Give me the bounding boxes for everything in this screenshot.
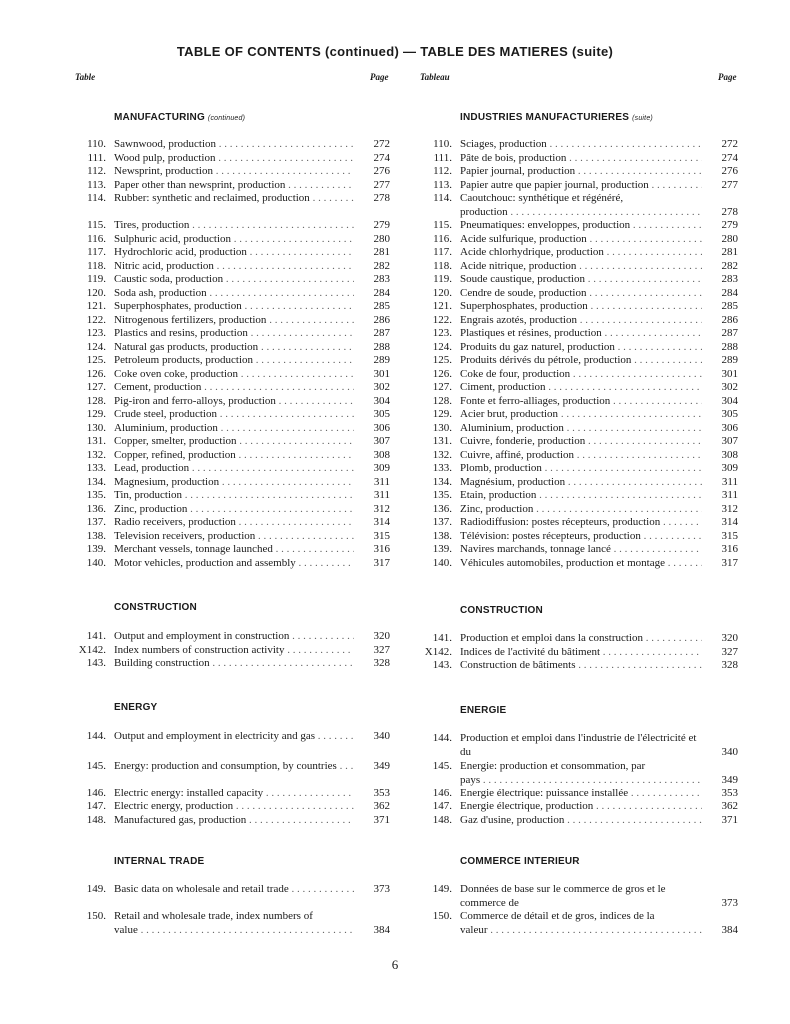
table-title: Cendre de soude, production . . . bbox=[460, 287, 702, 301]
page-reference: 283 bbox=[373, 273, 390, 285]
table-number: 126. bbox=[432, 368, 452, 380]
table-number: 112. bbox=[433, 165, 452, 177]
page-reference: 307 bbox=[373, 435, 390, 447]
table-number: 136. bbox=[86, 503, 106, 515]
table-title: Soda ash, production . . . bbox=[114, 287, 354, 301]
page-reference: 371 bbox=[373, 814, 390, 826]
table-number: 124. bbox=[432, 341, 452, 353]
table-number: 115. bbox=[433, 219, 452, 231]
table-title: Magnésium, production . . . bbox=[460, 476, 702, 490]
page-reference: 282 bbox=[721, 260, 738, 272]
table-title: Radiodiffusion: postes récepteurs, production . . . bbox=[460, 516, 702, 530]
table-title: Coke de four, production . . . bbox=[460, 368, 702, 382]
table-title: Output and employment in construction . . . bbox=[114, 630, 354, 644]
table-number: 128. bbox=[86, 395, 106, 407]
page-reference: 277 bbox=[373, 179, 390, 191]
section-heading bbox=[114, 602, 197, 613]
table-number: 120. bbox=[86, 287, 106, 299]
table-title: Tin, production . . . bbox=[114, 489, 354, 503]
table-number: 113. bbox=[433, 179, 452, 191]
table-title: Nitric acid, production . . . bbox=[114, 260, 354, 274]
table-number: 122. bbox=[432, 314, 452, 326]
section-heading-suffix: (suite) bbox=[632, 115, 653, 122]
table-number: 128. bbox=[432, 395, 452, 407]
table-number: 136. bbox=[432, 503, 452, 515]
table-title: Navires marchands, tonnage lancé . . . bbox=[460, 543, 702, 557]
table-number: 127. bbox=[432, 381, 452, 393]
table-number: 143. bbox=[86, 657, 106, 669]
table-title: Rubber: synthetic and reclaimed, production . . . bbox=[114, 192, 354, 206]
table-number: 119. bbox=[433, 273, 452, 285]
table-number: 129. bbox=[86, 408, 106, 420]
table-title: Engrais azotés, production . . . bbox=[460, 314, 702, 328]
table-title: Aluminium, production . . . bbox=[114, 422, 354, 436]
table-title: Données de base sur le commerce de gros et le commerce de . . . bbox=[460, 883, 702, 910]
table-title: Superphosphates, production . . . bbox=[114, 300, 354, 314]
page-reference: 288 bbox=[721, 341, 738, 353]
page-reference: 340 bbox=[721, 745, 738, 758]
page-reference: 279 bbox=[721, 219, 738, 231]
page-reference: 384 bbox=[373, 923, 390, 936]
section-heading-text: ENERGIE bbox=[460, 705, 507, 716]
table-number: 111. bbox=[87, 152, 106, 164]
table-number: 149. bbox=[432, 883, 452, 895]
table-number: 137. bbox=[86, 516, 106, 528]
table-number: 116. bbox=[87, 233, 106, 245]
table-title: Energie électrique, production . . . bbox=[460, 800, 702, 814]
table-title: Copper, smelter, production . . . bbox=[114, 435, 354, 449]
table-number: 146. bbox=[432, 787, 452, 799]
table-title: Plastics and resins, production . . . bbox=[114, 327, 354, 341]
page-reference: 278 bbox=[721, 205, 738, 218]
table-title: Index numbers of construction activity . . . bbox=[114, 644, 354, 658]
page-reference: 274 bbox=[721, 152, 738, 164]
page-reference: 353 bbox=[373, 787, 390, 799]
table-title: Sawnwood, production . . . bbox=[114, 138, 354, 152]
table-title: Sulphuric acid, production . . . bbox=[114, 233, 354, 247]
table-title: Acide sulfurique, production . . . bbox=[460, 233, 702, 247]
table-number: X142. bbox=[78, 644, 106, 656]
table-number: 150. bbox=[432, 910, 452, 922]
table-title: Copper, refined, production . . . bbox=[114, 449, 354, 463]
table-title: Basic data on wholesale and retail trade . . . bbox=[114, 883, 354, 897]
table-title: Fonte et ferro-alliages, production . . . bbox=[460, 395, 702, 409]
table-number: 125. bbox=[86, 354, 106, 366]
table-number: 149. bbox=[86, 883, 106, 895]
column-header-page-right: Page bbox=[718, 72, 737, 82]
table-title: Plastiques et résines, production . . . bbox=[460, 327, 702, 341]
table-title: Superphosphates, production . . . bbox=[460, 300, 702, 314]
table-number: 129. bbox=[432, 408, 452, 420]
table-title: Pneumatiques: enveloppes, production . . . bbox=[460, 219, 702, 233]
table-number: 147. bbox=[432, 800, 452, 812]
table-title: Cement, production . . . bbox=[114, 381, 354, 395]
page-reference: 308 bbox=[373, 449, 390, 461]
page-reference: 284 bbox=[721, 287, 738, 299]
table-title: Aluminium, production . . . bbox=[460, 422, 702, 436]
table-title: Ciment, production . . . bbox=[460, 381, 702, 395]
section-heading bbox=[460, 856, 580, 867]
table-title: Television receivers, production . . . bbox=[114, 530, 354, 544]
table-number: 144. bbox=[432, 732, 452, 744]
table-title: Production et emploi dans l'industrie de l'électricité et du . . . bbox=[460, 732, 702, 759]
column-header-table: Table bbox=[75, 72, 96, 82]
table-title: Radio receivers, production . . . bbox=[114, 516, 354, 530]
page-reference: 282 bbox=[373, 260, 390, 272]
table-title: Acide chlorhydrique, production . . . bbox=[460, 246, 702, 260]
page-reference: 289 bbox=[373, 354, 390, 366]
table-number: 126. bbox=[86, 368, 106, 380]
table-title: Gaz d'usine, production . . . bbox=[460, 814, 702, 828]
table-title: Electric energy: installed capacity . . . bbox=[114, 787, 354, 801]
table-title: Construction de bâtiments . . . bbox=[460, 659, 702, 673]
table-title: Natural gas products, production . . . bbox=[114, 341, 354, 355]
table-number: 131. bbox=[432, 435, 452, 447]
table-title: Newsprint, production . . . bbox=[114, 165, 354, 179]
table-number: 148. bbox=[86, 814, 106, 826]
table-number: 118. bbox=[87, 260, 106, 272]
section-heading-text: INDUSTRIES MANUFACTURIERES bbox=[460, 112, 630, 123]
page-reference: 371 bbox=[721, 814, 738, 826]
table-title: Tires, production . . . bbox=[114, 219, 354, 233]
table-number: X142. bbox=[424, 646, 452, 658]
table-title: Zinc, production . . . bbox=[114, 503, 354, 517]
page-reference: 272 bbox=[373, 138, 390, 150]
table-title: Manufactured gas, production . . . bbox=[114, 814, 354, 828]
page-reference: 304 bbox=[721, 395, 738, 407]
page-reference: 349 bbox=[373, 760, 390, 772]
page-reference: 340 bbox=[373, 730, 390, 742]
table-title: Papier autre que papier journal, production . . . bbox=[460, 179, 702, 193]
page-reference: 316 bbox=[721, 543, 738, 555]
page-reference: 308 bbox=[721, 449, 738, 461]
page-reference: 311 bbox=[721, 489, 738, 501]
table-number: 125. bbox=[432, 354, 452, 366]
table-title: Wood pulp, production . . . bbox=[114, 152, 354, 166]
table-number: 130. bbox=[432, 422, 452, 434]
table-number: 116. bbox=[433, 233, 452, 245]
table-number: 110. bbox=[433, 138, 452, 150]
table-number: 110. bbox=[87, 138, 106, 150]
section-heading-text: CONSTRUCTION bbox=[460, 605, 543, 616]
table-title: Crude steel, production . . . bbox=[114, 408, 354, 422]
table-title: Papier journal, production . . . bbox=[460, 165, 702, 179]
page-reference: 311 bbox=[373, 489, 390, 501]
table-number: 147. bbox=[86, 800, 106, 812]
page-reference: 272 bbox=[721, 138, 738, 150]
table-number: 135. bbox=[86, 489, 106, 501]
page-reference: 328 bbox=[373, 657, 390, 669]
section-heading bbox=[114, 112, 245, 123]
table-title: Etain, production . . . bbox=[460, 489, 702, 503]
section-heading-text: CONSTRUCTION bbox=[114, 602, 197, 613]
table-number: 131. bbox=[86, 435, 106, 447]
page-reference: 311 bbox=[721, 476, 738, 488]
column-header-page-left: Page bbox=[370, 72, 389, 82]
table-title: Acide nitrique, production . . . bbox=[460, 260, 702, 274]
table-title: Sciages, production . . . bbox=[460, 138, 702, 152]
table-number: 111. bbox=[433, 152, 452, 164]
section-heading bbox=[460, 605, 543, 616]
page-reference: 286 bbox=[373, 314, 390, 326]
page-reference: 301 bbox=[721, 368, 738, 380]
page-reference: 328 bbox=[721, 659, 738, 671]
table-number: 114. bbox=[87, 192, 106, 204]
page-reference: 285 bbox=[721, 300, 738, 312]
table-number: 112. bbox=[87, 165, 106, 177]
page-reference: 276 bbox=[373, 165, 390, 177]
page-reference: 302 bbox=[373, 381, 390, 393]
table-number: 133. bbox=[86, 462, 106, 474]
table-title: Acier brut, production . . . bbox=[460, 408, 702, 422]
table-number: 138. bbox=[432, 530, 452, 542]
table-title: Produits du gaz naturel, production . . . bbox=[460, 341, 702, 355]
table-title: Coke oven coke, production . . . bbox=[114, 368, 354, 382]
section-heading-text: COMMERCE INTERIEUR bbox=[460, 856, 580, 867]
table-number: 134. bbox=[86, 476, 106, 488]
page-reference: 277 bbox=[721, 179, 738, 191]
page-reference: 288 bbox=[373, 341, 390, 353]
page-reference: 315 bbox=[373, 530, 390, 542]
page-reference: 305 bbox=[721, 408, 738, 420]
table-number: 141. bbox=[432, 632, 452, 644]
page-reference: 327 bbox=[373, 644, 390, 656]
page-reference: 349 bbox=[721, 773, 738, 786]
section-heading-text: INTERNAL TRADE bbox=[114, 856, 205, 867]
table-number: 143. bbox=[432, 659, 452, 671]
table-title: Merchant vessels, tonnage launched . . . bbox=[114, 543, 354, 557]
table-title: Hydrochloric acid, production . . . bbox=[114, 246, 354, 260]
table-number: 145. bbox=[432, 760, 452, 772]
table-title: Output and employment in electricity and gas . . . bbox=[114, 730, 354, 744]
table-number: 127. bbox=[86, 381, 106, 393]
page-reference: 278 bbox=[373, 192, 390, 204]
page-reference: 287 bbox=[373, 327, 390, 339]
page-reference: 306 bbox=[373, 422, 390, 434]
page-reference: 314 bbox=[373, 516, 390, 528]
table-title: Magnesium, production . . . bbox=[114, 476, 354, 490]
page-reference: 320 bbox=[721, 632, 738, 644]
page-reference: 304 bbox=[373, 395, 390, 407]
page-reference: 316 bbox=[373, 543, 390, 555]
table-number: 121. bbox=[86, 300, 106, 312]
section-heading bbox=[114, 702, 157, 713]
table-title: Cuivre, affiné, production . . . bbox=[460, 449, 702, 463]
page-reference: 281 bbox=[373, 246, 390, 258]
table-number: 120. bbox=[432, 287, 452, 299]
page-reference: 280 bbox=[373, 233, 390, 245]
page-reference: 307 bbox=[721, 435, 738, 447]
table-number: 114. bbox=[433, 192, 452, 204]
page-reference: 289 bbox=[721, 354, 738, 366]
table-number: 144. bbox=[86, 730, 106, 742]
table-number: 132. bbox=[432, 449, 452, 461]
section-heading-text: MANUFACTURING bbox=[114, 112, 205, 123]
table-number: 123. bbox=[432, 327, 452, 339]
table-title: Plomb, production . . . bbox=[460, 462, 702, 476]
page-reference: 320 bbox=[373, 630, 390, 642]
table-title: Electric energy, production . . . bbox=[114, 800, 354, 814]
page-reference: 362 bbox=[721, 800, 738, 812]
table-number: 119. bbox=[87, 273, 106, 285]
page-reference: 373 bbox=[721, 896, 738, 909]
page-reference: 315 bbox=[721, 530, 738, 542]
table-number: 141. bbox=[86, 630, 106, 642]
table-number: 132. bbox=[86, 449, 106, 461]
page-reference: 384 bbox=[721, 923, 738, 936]
page-reference: 305 bbox=[373, 408, 390, 420]
page-reference: 285 bbox=[373, 300, 390, 312]
page-reference: 281 bbox=[721, 246, 738, 258]
table-number: 122. bbox=[86, 314, 106, 326]
table-title: Nitrogenous fertilizers, production . . . bbox=[114, 314, 354, 328]
table-number: 130. bbox=[86, 422, 106, 434]
table-number: 123. bbox=[86, 327, 106, 339]
table-title: Building construction . . . bbox=[114, 657, 354, 671]
table-number: 134. bbox=[432, 476, 452, 488]
table-number: 145. bbox=[86, 760, 106, 772]
table-title: Energie: production et consommation, par pays . . . bbox=[460, 760, 702, 787]
page-reference: 286 bbox=[721, 314, 738, 326]
page-reference: 314 bbox=[721, 516, 738, 528]
table-number: 124. bbox=[86, 341, 106, 353]
table-title: Pig-iron and ferro-alloys, production . . . bbox=[114, 395, 354, 409]
table-title: Télévision: postes récepteurs, production . . . bbox=[460, 530, 702, 544]
section-heading-text: ENERGY bbox=[114, 702, 158, 713]
table-number: 140. bbox=[86, 557, 106, 569]
table-number: 117. bbox=[87, 246, 106, 258]
table-number: 135. bbox=[432, 489, 452, 501]
table-title: Cuivre, fonderie, production . . . bbox=[460, 435, 702, 449]
table-title: Zinc, production . . . bbox=[460, 503, 702, 517]
table-number: 117. bbox=[433, 246, 452, 258]
table-title: Energie électrique: puissance installée . . . bbox=[460, 787, 702, 801]
page-reference: 283 bbox=[721, 273, 738, 285]
page-reference: 280 bbox=[721, 233, 738, 245]
table-number: 115. bbox=[87, 219, 106, 231]
section-heading-suffix: (continued) bbox=[207, 115, 246, 122]
table-title: Retail and wholesale trade, index numbers of value . . . bbox=[114, 910, 354, 937]
column-header-tableau: Tableau bbox=[420, 72, 450, 82]
page-reference: 309 bbox=[373, 462, 390, 474]
table-number: 148. bbox=[432, 814, 452, 826]
table-title: Commerce de détail et de gros, indices de la valeur . . . bbox=[460, 910, 702, 937]
section-heading bbox=[114, 856, 204, 867]
table-title: Energy: production and consumption, by countries . . . bbox=[114, 760, 354, 774]
page-reference: 373 bbox=[373, 883, 390, 895]
page-number: 6 bbox=[391, 957, 399, 972]
table-number: 137. bbox=[432, 516, 452, 528]
page-reference: 327 bbox=[721, 646, 738, 658]
table-title: Véhicules automobiles, production et montage . . . bbox=[460, 557, 702, 571]
table-number: 146. bbox=[86, 787, 106, 799]
page-reference: 362 bbox=[373, 800, 390, 812]
page-title: TABLE OF CONTENTS (continued) — TABLE DES MATIERES (suite) bbox=[176, 44, 614, 59]
page-reference: 317 bbox=[721, 557, 738, 569]
table-number: 133. bbox=[432, 462, 452, 474]
page-reference: 312 bbox=[373, 503, 390, 515]
table-title: Lead, production . . . bbox=[114, 462, 354, 476]
table-title: Caoutchouc: synthétique et régénéré, production . . . bbox=[460, 192, 702, 219]
table-title: Petroleum products, production . . . bbox=[114, 354, 354, 368]
table-title: Motor vehicles, production and assembly . . . bbox=[114, 557, 354, 571]
page-reference: 309 bbox=[721, 462, 738, 474]
table-title: Produits dérivés du pétrole, production . . . bbox=[460, 354, 702, 368]
page-reference: 279 bbox=[373, 219, 390, 231]
table-title: Pâte de bois, production . . . bbox=[460, 152, 702, 166]
table-number: 138. bbox=[86, 530, 106, 542]
page-reference: 353 bbox=[721, 787, 738, 799]
table-number: 118. bbox=[433, 260, 452, 272]
page-reference: 274 bbox=[373, 152, 390, 164]
page-reference: 276 bbox=[721, 165, 738, 177]
table-number: 150. bbox=[86, 910, 106, 922]
table-title: Paper other than newsprint, production . . . bbox=[114, 179, 354, 193]
page-reference: 284 bbox=[373, 287, 390, 299]
table-title: Caustic soda, production . . . bbox=[114, 273, 354, 287]
page-reference: 287 bbox=[721, 327, 738, 339]
page-reference: 317 bbox=[373, 557, 390, 569]
table-title: Indices de l'activité du bâtiment . . . bbox=[460, 646, 702, 660]
page-reference: 311 bbox=[373, 476, 390, 488]
table-number: 121. bbox=[432, 300, 452, 312]
section-heading bbox=[460, 112, 653, 123]
table-title: Soude caustique, production . . . bbox=[460, 273, 702, 287]
page-reference: 302 bbox=[721, 381, 738, 393]
table-number: 113. bbox=[87, 179, 106, 191]
section-heading bbox=[460, 705, 506, 716]
table-number: 140. bbox=[432, 557, 452, 569]
page-reference: 301 bbox=[373, 368, 390, 380]
table-title: Production et emploi dans la construction . . . bbox=[460, 632, 702, 646]
table-number: 139. bbox=[86, 543, 106, 555]
page-reference: 306 bbox=[721, 422, 738, 434]
table-number: 139. bbox=[432, 543, 452, 555]
page-reference: 312 bbox=[721, 503, 738, 515]
